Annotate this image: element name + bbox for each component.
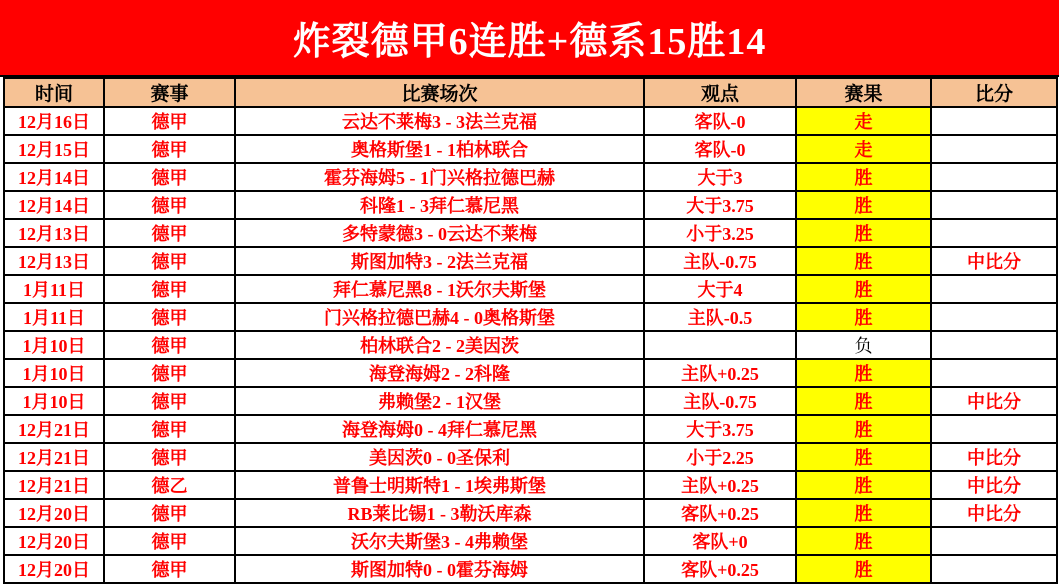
cell-league: 德甲 xyxy=(104,359,235,387)
cell-date: 12月21日 xyxy=(4,443,104,471)
column-header-result: 赛果 xyxy=(796,78,931,107)
column-header-league: 赛事 xyxy=(104,78,235,107)
cell-score xyxy=(931,219,1057,247)
cell-match: 拜仁慕尼黑8 - 1沃尔夫斯堡 xyxy=(235,275,644,303)
cell-league: 德甲 xyxy=(104,163,235,191)
cell-match: 多特蒙德3 - 0云达不莱梅 xyxy=(235,219,644,247)
cell-date: 1月10日 xyxy=(4,359,104,387)
cell-date: 12月21日 xyxy=(4,471,104,499)
cell-date: 12月21日 xyxy=(4,415,104,443)
cell-date: 1月11日 xyxy=(4,275,104,303)
cell-view: 客队+0.25 xyxy=(644,499,796,527)
table-header-row xyxy=(4,78,1057,107)
cell-match: 云达不莱梅3 - 3法兰克福 xyxy=(235,107,644,135)
cell-result: 负 xyxy=(796,331,931,359)
cell-result: 胜 xyxy=(796,387,931,415)
cell-league: 德甲 xyxy=(104,275,235,303)
cell-view: 大于3.75 xyxy=(644,191,796,219)
table-row xyxy=(4,135,1057,163)
cell-view xyxy=(644,331,796,359)
cell-result: 胜 xyxy=(796,247,931,275)
cell-view: 主队-0.75 xyxy=(644,387,796,415)
cell-view: 小于3.25 xyxy=(644,219,796,247)
cell-league: 德甲 xyxy=(104,247,235,275)
cell-league: 德甲 xyxy=(104,107,235,135)
cell-league: 德甲 xyxy=(104,527,235,555)
cell-result: 胜 xyxy=(796,359,931,387)
table-row xyxy=(4,499,1057,527)
cell-match: 霍芬海姆5 - 1门兴格拉德巴赫 xyxy=(235,163,644,191)
cell-score xyxy=(931,527,1057,555)
cell-result: 胜 xyxy=(796,471,931,499)
cell-date: 1月10日 xyxy=(4,331,104,359)
table-row xyxy=(4,415,1057,443)
cell-date: 12月13日 xyxy=(4,247,104,275)
table-row xyxy=(4,275,1057,303)
cell-score xyxy=(931,555,1057,583)
cell-date: 12月14日 xyxy=(4,163,104,191)
cell-result: 胜 xyxy=(796,163,931,191)
cell-view: 大于3.75 xyxy=(644,415,796,443)
cell-score: 中比分 xyxy=(931,471,1057,499)
cell-date: 12月16日 xyxy=(4,107,104,135)
column-header-time: 时间 xyxy=(4,78,104,107)
table-row xyxy=(4,107,1057,135)
table-row xyxy=(4,387,1057,415)
cell-result: 胜 xyxy=(796,555,931,583)
cell-league: 德甲 xyxy=(104,387,235,415)
cell-match: 门兴格拉德巴赫4 - 0奥格斯堡 xyxy=(235,303,644,331)
title-banner xyxy=(0,0,1059,77)
cell-date: 12月14日 xyxy=(4,191,104,219)
cell-score xyxy=(931,163,1057,191)
cell-view: 客队-0 xyxy=(644,135,796,163)
table-row xyxy=(4,359,1057,387)
column-header-score: 比分 xyxy=(931,78,1057,107)
cell-match: 斯图加特0 - 0霍芬海姆 xyxy=(235,555,644,583)
table-row xyxy=(4,443,1057,471)
cell-league: 德甲 xyxy=(104,331,235,359)
cell-score xyxy=(931,107,1057,135)
cell-score xyxy=(931,135,1057,163)
cell-view: 主队-0.75 xyxy=(644,247,796,275)
cell-match: 奥格斯堡1 - 1柏林联合 xyxy=(235,135,644,163)
cell-date: 12月13日 xyxy=(4,219,104,247)
cell-date: 12月20日 xyxy=(4,555,104,583)
cell-date: 1月10日 xyxy=(4,387,104,415)
results-table xyxy=(3,77,1058,584)
cell-league: 德甲 xyxy=(104,219,235,247)
cell-match: 斯图加特3 - 2法兰克福 xyxy=(235,247,644,275)
cell-result: 胜 xyxy=(796,415,931,443)
cell-score xyxy=(931,191,1057,219)
cell-score xyxy=(931,359,1057,387)
cell-view: 主队-0.5 xyxy=(644,303,796,331)
cell-league: 德甲 xyxy=(104,555,235,583)
cell-result: 胜 xyxy=(796,499,931,527)
cell-match: 普鲁士明斯特1 - 1埃弗斯堡 xyxy=(235,471,644,499)
cell-result: 走 xyxy=(796,135,931,163)
table-row xyxy=(4,471,1057,499)
cell-date: 12月15日 xyxy=(4,135,104,163)
cell-match: 美因茨0 - 0圣保利 xyxy=(235,443,644,471)
cell-view: 主队+0.25 xyxy=(644,359,796,387)
cell-date: 12月20日 xyxy=(4,527,104,555)
cell-result: 胜 xyxy=(796,191,931,219)
cell-match: 沃尔夫斯堡3 - 4弗赖堡 xyxy=(235,527,644,555)
cell-match: 海登海姆2 - 2科隆 xyxy=(235,359,644,387)
table-row xyxy=(4,331,1057,359)
table-row xyxy=(4,555,1057,583)
cell-league: 德甲 xyxy=(104,135,235,163)
cell-score xyxy=(931,303,1057,331)
cell-view: 大于3 xyxy=(644,163,796,191)
cell-score xyxy=(931,331,1057,359)
table-row xyxy=(4,247,1057,275)
cell-score xyxy=(931,275,1057,303)
cell-match: 科隆1 - 3拜仁慕尼黑 xyxy=(235,191,644,219)
cell-result: 胜 xyxy=(796,443,931,471)
table-body xyxy=(4,107,1057,583)
cell-view: 主队+0.25 xyxy=(644,471,796,499)
cell-result: 走 xyxy=(796,107,931,135)
cell-score xyxy=(931,415,1057,443)
table-row xyxy=(4,303,1057,331)
cell-view: 大于4 xyxy=(644,275,796,303)
page-title: 炸裂德甲6连胜+德系15胜14 xyxy=(292,21,767,63)
cell-league: 德甲 xyxy=(104,191,235,219)
cell-view: 客队+0.25 xyxy=(644,555,796,583)
cell-date: 12月20日 xyxy=(4,499,104,527)
cell-league: 德乙 xyxy=(104,471,235,499)
cell-result: 胜 xyxy=(796,275,931,303)
cell-match: 海登海姆0 - 4拜仁慕尼黑 xyxy=(235,415,644,443)
cell-score: 中比分 xyxy=(931,443,1057,471)
cell-date: 1月11日 xyxy=(4,303,104,331)
cell-match: 弗赖堡2 - 1汉堡 xyxy=(235,387,644,415)
cell-league: 德甲 xyxy=(104,415,235,443)
column-header-view: 观点 xyxy=(644,78,796,107)
table-row xyxy=(4,219,1057,247)
cell-result: 胜 xyxy=(796,527,931,555)
cell-score: 中比分 xyxy=(931,499,1057,527)
cell-league: 德甲 xyxy=(104,443,235,471)
table-row xyxy=(4,191,1057,219)
cell-view: 客队+0 xyxy=(644,527,796,555)
cell-result: 胜 xyxy=(796,219,931,247)
table-row xyxy=(4,163,1057,191)
cell-score: 中比分 xyxy=(931,247,1057,275)
cell-result: 胜 xyxy=(796,303,931,331)
table-row xyxy=(4,527,1057,555)
cell-view: 客队-0 xyxy=(644,107,796,135)
cell-league: 德甲 xyxy=(104,499,235,527)
cell-view: 小于2.25 xyxy=(644,443,796,471)
cell-match: 柏林联合2 - 2美因茨 xyxy=(235,331,644,359)
cell-league: 德甲 xyxy=(104,303,235,331)
cell-score: 中比分 xyxy=(931,387,1057,415)
column-header-match: 比赛场次 xyxy=(235,78,644,107)
cell-match: RB莱比锡1 - 3勒沃库森 xyxy=(235,499,644,527)
